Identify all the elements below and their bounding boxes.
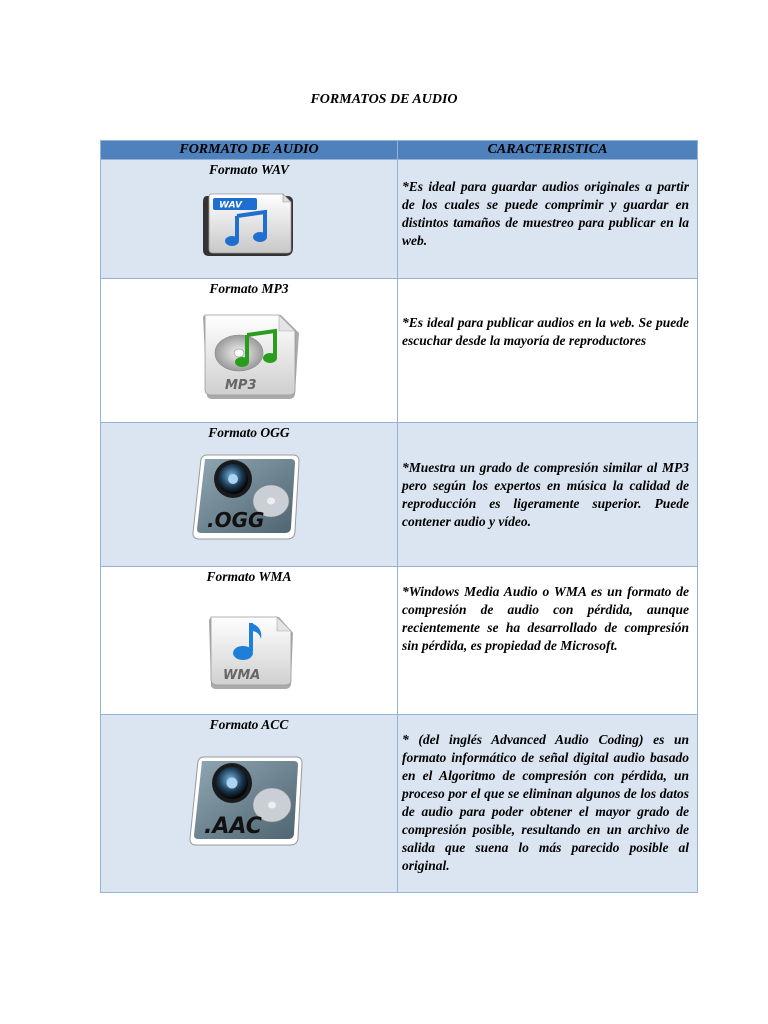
format-cell bbox=[101, 279, 398, 423]
format-description: *Muestra un grado de compresión similar al MP3 pero según los expertos en música la calidad de reproducción es ligeramente superior. Puede contener audio y vídeo. bbox=[402, 460, 689, 529]
audio-formats-table bbox=[100, 140, 698, 893]
mp3-icon-label: MP3 bbox=[225, 378, 257, 393]
format-cell bbox=[101, 567, 398, 715]
table-header-row bbox=[101, 141, 698, 160]
format-name: Formato WAV bbox=[209, 162, 289, 177]
description-cell bbox=[398, 423, 698, 567]
format-description: *Es ideal para guardar audios originales a partir de los cuales se puede comprimir y guardar en distintos tamaños de muestreo para publicar en la web. bbox=[402, 179, 689, 248]
aac-file-icon bbox=[186, 753, 312, 849]
description-cell bbox=[398, 160, 698, 279]
wma-icon-label: WMA bbox=[223, 668, 261, 683]
table-row-wav bbox=[101, 160, 698, 279]
format-name: Formato ACC bbox=[209, 717, 289, 732]
format-name: Formato OGG bbox=[208, 425, 290, 440]
description-cell bbox=[398, 279, 698, 423]
wav-icon-label: WAV bbox=[219, 200, 242, 211]
description-cell bbox=[398, 567, 698, 715]
format-name: Formato WMA bbox=[206, 569, 292, 584]
ogg-icon-label: .OGG bbox=[207, 508, 265, 532]
format-cell bbox=[101, 160, 398, 279]
format-name: Formato MP3 bbox=[209, 281, 289, 296]
ogg-file-icon bbox=[189, 451, 309, 543]
page-title: FORMATOS DE AUDIO bbox=[310, 92, 458, 107]
format-cell bbox=[101, 715, 398, 893]
aac-icon-label: .AAC bbox=[204, 814, 262, 839]
wav-file-icon bbox=[199, 190, 299, 260]
table-row-wma bbox=[101, 567, 698, 715]
format-description: *Windows Media Audio o WMA es un formato de compresión de audio con pérdida, aunque recientemente se ha desarrollado de compresión sin pérdida, es propiedad de Microsoft. bbox=[402, 584, 689, 653]
mp3-file-icon bbox=[189, 311, 309, 403]
header-caracteristica: CARACTERISTICA bbox=[398, 141, 698, 160]
header-formato: FORMATO DE AUDIO bbox=[101, 141, 398, 160]
table-row-mp3 bbox=[101, 279, 698, 423]
format-cell bbox=[101, 423, 398, 567]
table-row-aac bbox=[101, 715, 698, 893]
description-cell bbox=[398, 715, 698, 893]
table-row-ogg bbox=[101, 423, 698, 567]
format-description: * (del inglés Advanced Audio Coding) es un formato informático de señal digital audio basado en el Algoritmo de compresión con pérdida, un proceso por el que se eliminan algunos de los datos de audio para poder obtener el mayor grado de compresión posible, resultando en un archivo de salida que suena lo más parecido posible al original. bbox=[402, 732, 689, 873]
wma-file-icon bbox=[199, 613, 299, 691]
format-description: *Es ideal para publicar audios en la web. Se puede escuchar desde la mayoría de reproductores bbox=[402, 315, 689, 348]
